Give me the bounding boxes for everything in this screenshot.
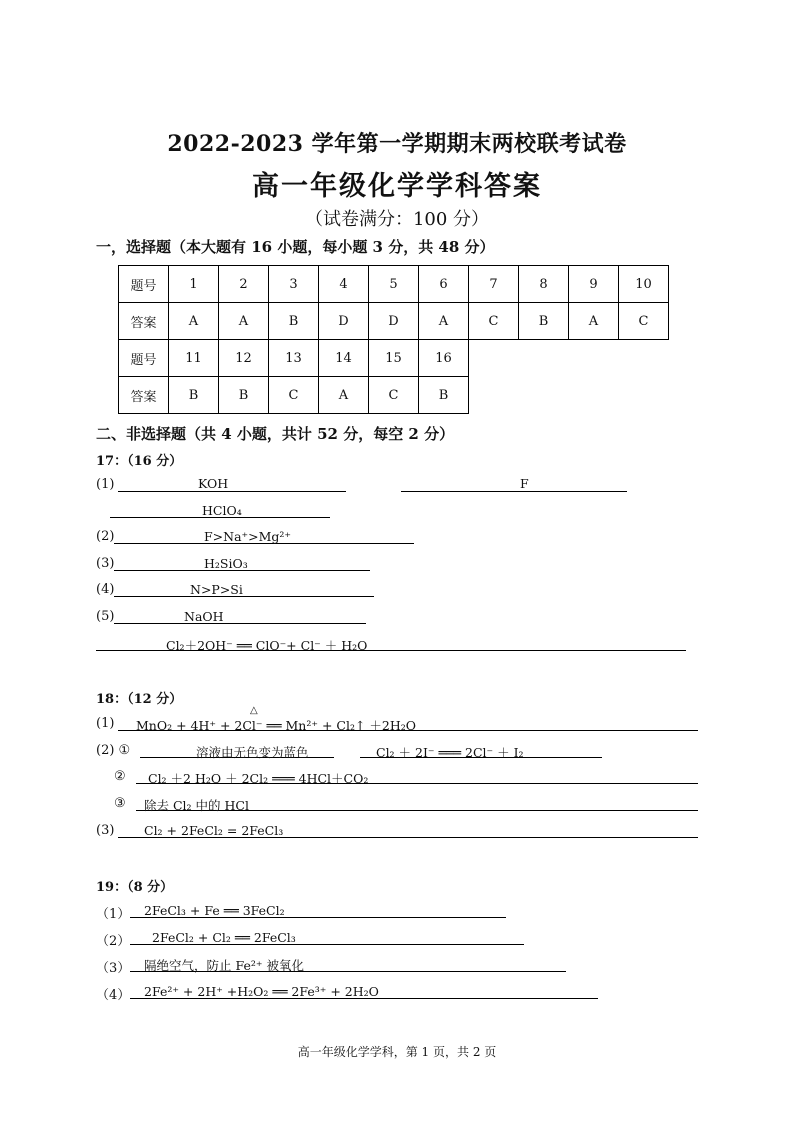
answer-cell: C <box>269 377 319 414</box>
empty-cell <box>569 377 619 414</box>
answer-cell: D <box>369 303 419 340</box>
q19-1-answer: 2FeCl₃ + Fe ══ 3FeCl₂ <box>144 903 285 918</box>
answer-cell: B <box>519 303 569 340</box>
q19-1-label: （1） <box>96 907 131 922</box>
q17-1-label: (1) <box>96 477 115 492</box>
row-header-question: 题号 <box>119 340 169 377</box>
q17-5-answer-b: Cl₂＋2OH⁻ ══ ClO⁻+ Cl⁻ ＋ H₂O <box>166 638 368 653</box>
q17-4-label: (4) <box>96 582 115 597</box>
answer-cell: A <box>569 303 619 340</box>
row-header-answer: 答案 <box>119 303 169 340</box>
answer-cell: D <box>319 303 369 340</box>
q17-1-answer-c: HClO₄ <box>202 503 242 518</box>
question-number: 5 <box>369 266 419 303</box>
q17-5-answer-a: NaOH <box>184 609 224 624</box>
question-number: 11 <box>169 340 219 377</box>
answer-cell: B <box>269 303 319 340</box>
question-number: 4 <box>319 266 369 303</box>
q18-4-answer: 除去 Cl₂ 中的 HCl <box>144 798 249 813</box>
answer-cell: A <box>219 303 269 340</box>
answer-cell: B <box>419 377 469 414</box>
table-row <box>119 377 669 414</box>
q18-2-label: (2) ① <box>96 743 131 758</box>
q18-1-label: (1) <box>96 716 115 731</box>
question-number: 15 <box>369 340 419 377</box>
question-number: 10 <box>619 266 669 303</box>
q17-2-label: (2) <box>96 529 115 544</box>
q19-3-label: （3） <box>96 961 131 976</box>
question-number: 14 <box>319 340 369 377</box>
q19-2-label: （2） <box>96 934 131 949</box>
q17-4-answer: N>P>Si <box>190 582 243 597</box>
q18-5-label: (3) <box>96 823 115 838</box>
page-footer: 高一年级化学学科，第 1 页，共 2 页 <box>297 1045 497 1059</box>
q17-2-answer: F>Na⁺>Mg²⁺ <box>204 529 292 544</box>
q18-2-answer-b: Cl₂ ＋ 2I⁻ ═══ 2Cl⁻ ＋ I₂ <box>376 745 524 760</box>
table-row <box>119 340 669 377</box>
answer-table <box>118 265 669 414</box>
empty-cell <box>469 340 519 377</box>
heat-symbol: △ <box>250 705 258 716</box>
q17-3-answer: H₂SiO₃ <box>204 556 248 571</box>
answer-cell: A <box>319 377 369 414</box>
question-number: 1 <box>169 266 219 303</box>
row-header-answer: 答案 <box>119 377 169 414</box>
q19-4-answer: 2Fe²⁺ + 2H⁺ +H₂O₂ ══ 2Fe³⁺ + 2H₂O <box>144 984 379 999</box>
answer-underline <box>114 596 374 597</box>
answer-cell: A <box>419 303 469 340</box>
empty-cell <box>619 377 669 414</box>
table-row <box>119 266 669 303</box>
answer-cell: A <box>169 303 219 340</box>
answer-underline <box>118 491 346 492</box>
question-number: 3 <box>269 266 319 303</box>
row-header-question: 题号 <box>119 266 169 303</box>
question-number: 16 <box>419 340 469 377</box>
question-number: 2 <box>219 266 269 303</box>
full-score: （试卷满分：100 分） <box>304 209 490 230</box>
q18-4-label: ③ <box>114 796 126 811</box>
q17-5-label: (5) <box>96 609 115 624</box>
q17-1-answer-b: F <box>520 476 529 491</box>
q18-heading: 18：（12 分） <box>96 692 183 707</box>
answer-cell: C <box>469 303 519 340</box>
q17-1-answer-a: KOH <box>198 476 229 491</box>
table-row <box>119 303 669 340</box>
empty-cell <box>469 377 519 414</box>
q18-5-answer: Cl₂ + 2FeCl₂ = 2FeCl₃ <box>144 823 284 838</box>
answer-cell: C <box>369 377 419 414</box>
q18-3-answer: Cl₂ ＋2 H₂O ＋ 2Cl₂ ═══ 4HCl＋CO₂ <box>148 771 369 786</box>
q19-4-label: （4） <box>96 988 131 1003</box>
q18-2-answer-a: 溶液由无色变为蓝色 <box>196 745 309 760</box>
section1-heading: 一，选择题（本大题有 16 小题，每小题 3 分，共 48 分） <box>96 238 495 256</box>
q17-3-label: (3) <box>96 556 115 571</box>
answer-underline <box>401 491 627 492</box>
question-number: 6 <box>419 266 469 303</box>
empty-cell <box>569 340 619 377</box>
question-number: 7 <box>469 266 519 303</box>
answer-title: 高一年级化学学科答案 <box>252 171 542 202</box>
answer-underline <box>114 623 366 624</box>
section2-heading: 二、非选择题（共 4 小题，共计 52 分，每空 2 分） <box>96 425 455 443</box>
answer-cell: C <box>619 303 669 340</box>
empty-cell <box>519 340 569 377</box>
q19-heading: 19：（8 分） <box>96 880 174 895</box>
empty-cell <box>519 377 569 414</box>
question-number: 8 <box>519 266 569 303</box>
q18-1-answer: MnO₂ + 4H⁺ + 2Cl⁻ ══ Mn²⁺ + Cl₂↑ ＋2H₂O <box>136 718 417 733</box>
answer-cell: B <box>169 377 219 414</box>
question-number: 9 <box>569 266 619 303</box>
q18-3-label: ② <box>114 769 126 784</box>
q19-2-answer: 2FeCl₂ + Cl₂ ══ 2FeCl₃ <box>152 930 296 945</box>
q17-heading: 17：（16 分） <box>96 454 183 469</box>
question-number: 13 <box>269 340 319 377</box>
q19-3-answer: 隔绝空气，防止 Fe²⁺ 被氧化 <box>144 958 304 973</box>
question-number: 12 <box>219 340 269 377</box>
answer-cell: B <box>219 377 269 414</box>
exam-title: 2022-2023 学年第一学期期末两校联考试卷 <box>167 131 627 157</box>
empty-cell <box>619 340 669 377</box>
